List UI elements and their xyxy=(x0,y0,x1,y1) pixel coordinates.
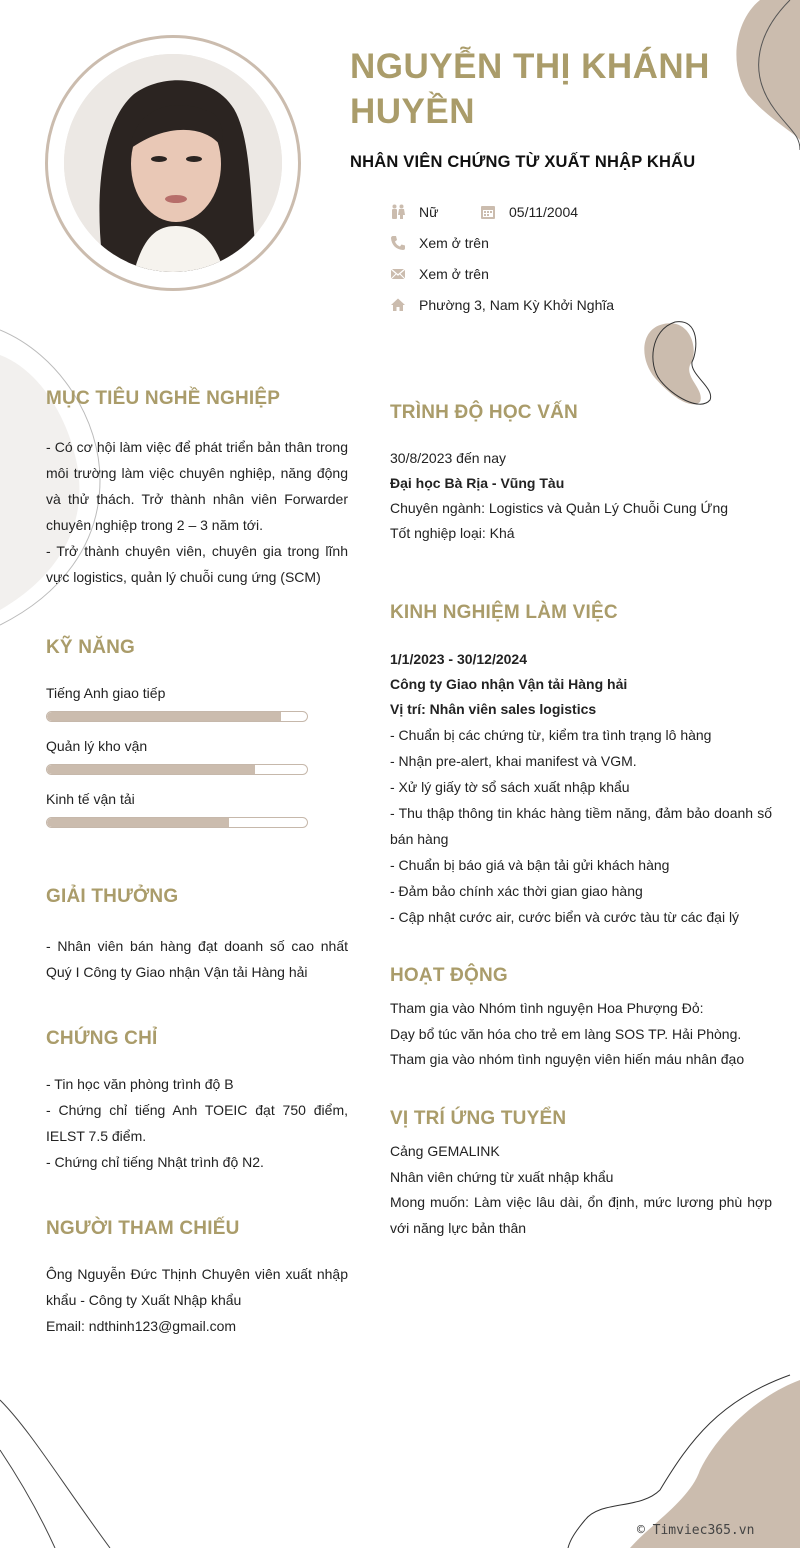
award-line: - Nhân viên bán hàng đạt doanh số cao nhất Quý I Công ty Giao nhận Vận tải Hàng hải xyxy=(46,938,348,980)
certificates-text xyxy=(46,1071,348,1175)
candidate-name: NGUYỄN THỊ KHÁNH HUYỀN xyxy=(350,47,710,131)
activity-line: Dạy bổ túc văn hóa cho trẻ em làng SOS TP. Hải Phòng. xyxy=(390,1025,742,1042)
phone-value: Xem ở trên xyxy=(419,235,489,251)
reference-line: Email: ndthinh123@gmail.com xyxy=(46,1318,237,1334)
skill-label: Kinh tế vận tải xyxy=(46,791,135,807)
envelope-icon xyxy=(390,266,406,282)
top-right-blob xyxy=(736,0,800,140)
skill-bar xyxy=(46,817,308,828)
email-row xyxy=(390,266,489,282)
gender-value: Nữ xyxy=(419,204,439,220)
experience-duty: - Chuẩn bị các chứng từ, kiểm tra tình trạng lô hàng xyxy=(390,727,712,743)
position-applied-line: Nhân viên chứng từ xuất nhập khẩu xyxy=(390,1168,614,1185)
job-title: NHÂN VIÊN CHỨNG TỪ XUẤT NHẬP KHẨU xyxy=(350,153,696,171)
education-major: Chuyên ngành: Logistics và Quản Lý Chuỗi Cung Ứng xyxy=(390,500,729,516)
phone-row xyxy=(390,235,489,251)
objective-line: - Có cơ hội làm việc để phát triển bản thân trong môi trường làm việc chuyên nghiệp, năng động và thử thách. Trở thành nhân viên Forwarder chuyên nghiệp trong 2 – 3 năm tới. xyxy=(46,439,348,533)
activities-heading: HOẠT ĐỘNG xyxy=(390,965,508,986)
home-icon xyxy=(390,297,406,313)
experience-position: Vị trí: Nhân viên sales logistics xyxy=(390,701,597,717)
experience-text xyxy=(390,647,772,930)
experience-duty: - Nhận pre-alert, khai manifest và VGM. xyxy=(390,753,637,769)
gender-row xyxy=(390,204,438,220)
experience-heading: KINH NGHIỆM LÀM VIỆC xyxy=(390,602,618,623)
skills-heading: KỸ NĂNG xyxy=(46,637,136,658)
education-period: 30/8/2023 đến nay xyxy=(390,450,506,466)
experience-duty: - Đảm bảo chính xác thời gian giao hàng xyxy=(390,883,643,899)
position-applied-heading: VỊ TRÍ ỨNG TUYỂN xyxy=(390,1108,567,1129)
calendar-icon xyxy=(480,204,496,220)
certificate-line: - Chứng chỉ tiếng Nhật trình độ N2. xyxy=(46,1154,264,1170)
references-text xyxy=(46,1261,348,1339)
phone-icon xyxy=(390,235,406,251)
skill-bar xyxy=(46,711,308,722)
experience-duty: - Chuẩn bị báo giá và bận tải gửi khách hàng xyxy=(390,857,670,873)
awards-heading: GIẢI THƯỞNG xyxy=(46,886,179,907)
education-grade: Tốt nghiệp loại: Khá xyxy=(390,525,515,541)
skill-bar-fill xyxy=(47,765,255,774)
address-row xyxy=(390,297,614,313)
skill-label: Quản lý kho vận xyxy=(46,738,148,754)
education-text xyxy=(390,446,772,546)
certificate-line: - Tin học văn phòng trình độ B xyxy=(46,1076,234,1092)
skill-label: Tiếng Anh giao tiếp xyxy=(46,685,166,701)
address-value: Phường 3, Nam Kỳ Khởi Nghĩa xyxy=(419,297,615,313)
awards-text xyxy=(46,933,348,985)
activity-line: Tham gia vào Nhóm tình nguyện Hoa Phượng Đỏ: xyxy=(390,1000,704,1016)
objective-text xyxy=(46,434,348,590)
avatar xyxy=(64,54,282,272)
watermark: © Timviec365.vn xyxy=(637,1523,755,1538)
experience-duty: - Xử lý giấy tờ sổ sách xuất nhập khẩu xyxy=(390,779,630,795)
activities-text xyxy=(390,996,772,1073)
objective-line: - Trở thành chuyên viên, chuyên gia trong lĩnh vực logistics, quản lý chuỗi cung ứng (SCM) xyxy=(46,543,348,585)
gender-icon xyxy=(390,204,406,220)
skill-bar-fill xyxy=(47,818,229,827)
skill-bar-fill xyxy=(47,712,281,721)
certificate-line: - Chứng chỉ tiếng Anh TOEIC đạt 750 điểm, IELST 7.5 điểm. xyxy=(46,1102,348,1144)
objective-heading: MỤC TIÊU NGHỀ NGHIỆP xyxy=(46,388,281,409)
reference-line: Ông Nguyễn Đức Thịnh Chuyên viên xuất nhập khẩu - Công ty Xuất Nhập khẩu xyxy=(46,1266,348,1308)
education-heading: TRÌNH ĐỘ HỌC VẤN xyxy=(390,402,578,423)
education-school: Đại học Bà Rịa - Vũng Tàu xyxy=(390,475,565,491)
bottom-left-curve-1 xyxy=(0,1400,110,1548)
skill-bar xyxy=(46,764,308,775)
experience-period: 1/1/2023 - 30/12/2024 xyxy=(390,651,528,667)
birthdate-value: 05/11/2004 xyxy=(509,204,579,220)
experience-company: Công ty Giao nhận Vận tải Hàng hải xyxy=(390,676,628,692)
activity-line: Tham gia vào nhóm tình nguyện viên hiến máu nhân đạo xyxy=(390,1051,745,1067)
position-applied-text xyxy=(390,1139,772,1241)
avatar-frame xyxy=(45,35,301,291)
birthdate-row xyxy=(480,204,578,220)
references-heading: NGƯỜI THAM CHIẾU xyxy=(46,1218,240,1239)
experience-duty: - Thu thập thông tin khác hàng tiềm năng, đảm bảo doanh số bán hàng xyxy=(390,805,772,847)
experience-duty: - Cập nhật cước air, cước biển và cước tàu từ các đại lý xyxy=(390,909,740,925)
certificates-heading: CHỨNG CHỈ xyxy=(46,1028,158,1049)
position-applied-line: Cảng GEMALINK xyxy=(390,1143,500,1159)
bottom-left-curve-2 xyxy=(0,1450,55,1548)
email-value: Xem ở trên xyxy=(419,266,489,282)
position-applied-line: Mong muốn: Làm việc lâu dài, ổn định, mức lương phù hợp với năng lực bản thân xyxy=(390,1194,772,1236)
